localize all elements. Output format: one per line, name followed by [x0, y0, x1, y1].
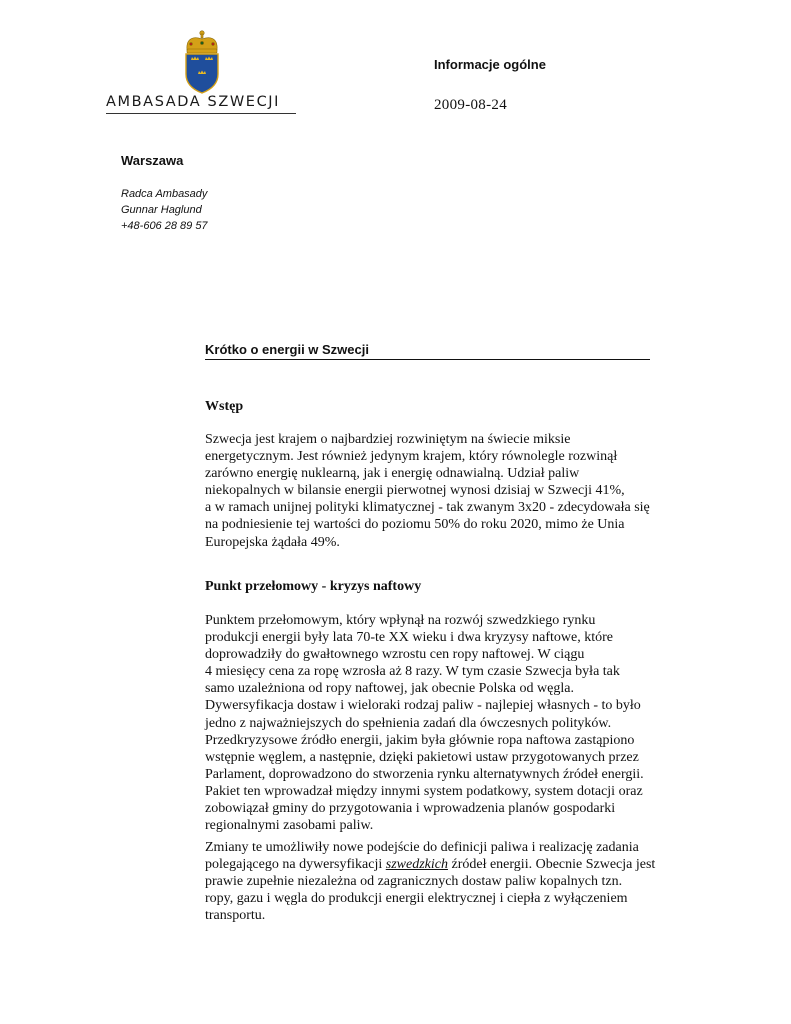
- text-line: ropy, gazu i węgla do produkcji energii elektrycznej i ciepła z wyłączeniem: [205, 891, 628, 907]
- text-line: [205, 856, 655, 873]
- section-heading-intro: Wstęp: [205, 399, 244, 414]
- sender-contact: [121, 186, 208, 234]
- text-line: na podniesienie tej wartości do poziomu 50% do roku 2020, mimo że Unia: [205, 517, 625, 533]
- text-line: Szwecja jest krajem o najbardziej rozwiniętym na świecie miksie: [205, 432, 571, 447]
- section-heading-oil-crisis: Punkt przełomowy - kryzys naftowy: [205, 579, 422, 594]
- sender-phone: +48-606 28 89 57: [121, 220, 208, 232]
- logo-text: AMBASADA SZWECJI: [106, 94, 281, 110]
- sender-name: Gunnar Haglund: [121, 204, 202, 216]
- text-line: Punktem przełomowym, który wpłynął na rozwój szwedzkiego rynku: [205, 613, 596, 628]
- text-line: produkcji energii były lata 70-te XX wieku i dwa kryzysy naftowe, które: [205, 630, 613, 646]
- text-line: Pakiet ten wprowadzał między innymi system podatkowy, system dotacji oraz: [205, 783, 643, 799]
- text-line: Dywersyfikacja dostaw i wieloraki rodzaj paliw - najlepiej własnych - to było: [205, 698, 641, 714]
- sender-city: Warszawa: [121, 153, 184, 168]
- text-line: zobowiązał gminy do przygotowania i wprowadzenia planów gospodarki: [205, 801, 616, 817]
- text-line: wstępnie węglem, a następnie, dzięki pakietowi ustaw przygotowanych przez: [205, 749, 639, 765]
- logo-divider: [106, 113, 296, 114]
- text-line: energetycznym. Jest również jedynym krajem, który równolegle rozwinął: [205, 449, 618, 465]
- text-line: a w ramach unijnej polityki klimatycznej - tak zwanym 3x20 - zdecydowała się: [205, 500, 650, 516]
- document-type: Informacje ogólne: [434, 57, 546, 72]
- text-fragment: źródeł energii. Obecnie Szwecja jest: [447, 857, 656, 873]
- text-line: Przedkryzysowe źródło energii, jakim była głównie ropa naftowa zastąpiono: [205, 732, 635, 748]
- text-line: regionalnymi zasobami paliw.: [205, 818, 374, 834]
- sender-role: Radca Ambasady: [121, 188, 208, 200]
- text-line: prawie zupełnie niezależna od zagranicznych dostaw paliw kopalnych tzn.: [205, 874, 623, 890]
- text-line: doprowadziły do gwałtownego wzrostu cen ropy naftowej. W ciągu: [205, 647, 585, 663]
- document-title: Krótko o energii w Szwecji: [205, 342, 650, 360]
- emphasized-word: szwedzkich: [385, 857, 448, 873]
- text-line: Zmiany te umożliwiły nowe podejście do definicji paliwa i realizację zadania: [205, 840, 639, 855]
- document-date: 2009-08-24: [434, 97, 507, 113]
- coat-of-arms-icon: [182, 30, 222, 94]
- text-line: transportu.: [205, 908, 266, 924]
- paragraph-changes: [205, 839, 655, 924]
- embassy-logo: [106, 30, 296, 116]
- paragraph-intro: [205, 431, 655, 551]
- text-line: niekopalnych w bilansie energii pierwotnej wynosi dzisiaj w Szwecji 41%,: [205, 483, 625, 499]
- text-line: jedno z najważniejszych do spełnienia zadań dla ówczesnych polityków.: [205, 715, 612, 731]
- text-line: Parlament, doprowadzono do stworzenia rynku alternatywnych źródeł energii.: [205, 766, 644, 782]
- paragraph-oil-crisis: [205, 612, 655, 834]
- text-line: zarówno energię nuklearną, jak i energię odnawialną. Udział paliw: [205, 466, 580, 482]
- text-line: 4 miesięcy cena za ropę wzrosła aż 8 razy. W tym czasie Szwecja była tak: [205, 664, 620, 680]
- text-fragment: polegającego na dywersyfikacji: [205, 857, 386, 873]
- text-line: Europejska żądała 49%.: [205, 534, 340, 550]
- text-line: samo uzależniona od ropy naftowej, jak obecnie Polska od węgla.: [205, 681, 574, 697]
